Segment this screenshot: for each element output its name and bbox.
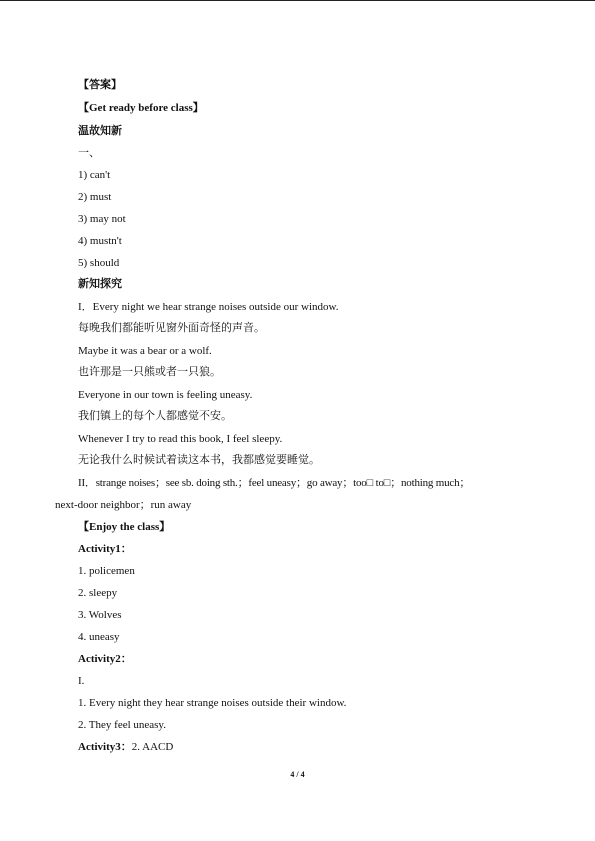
- activity3-line: [78, 740, 173, 754]
- section-before-class-heading: 【Get ready before class】: [78, 102, 204, 114]
- review-part-label: 一、: [78, 146, 100, 159]
- activity1-answer: 3. Wolves: [78, 609, 122, 621]
- translation-english: Maybe it was a bear or a wolf.: [78, 345, 212, 357]
- activity2-part-label: I.: [78, 675, 85, 687]
- page-number: 4 / 4: [290, 770, 305, 779]
- new-knowledge-heading: 新知探究: [78, 277, 122, 290]
- activity3-heading: Activity3：: [78, 741, 132, 753]
- activity2-heading: Activity2：: [78, 653, 132, 665]
- review-answer: 5) should: [78, 257, 120, 269]
- translation-chinese: 无论我什么时候试着读这本书，我都感觉要睡觉。: [78, 453, 320, 466]
- review-answer: 1) can't: [78, 169, 111, 181]
- review-answer: 2) must: [78, 191, 112, 203]
- review-heading: 温故知新: [78, 124, 122, 137]
- activity1-heading: Activity1：: [78, 543, 132, 555]
- phrases-line-continued: next-door neighbor；run away: [55, 499, 192, 511]
- review-answer: 3) may not: [78, 213, 126, 225]
- activity1-answer: 2. sleepy: [78, 587, 118, 599]
- activity2-answer: 1. Every night they hear strange noises outside their window.: [78, 697, 347, 709]
- activity2-answer: 2. They feel uneasy.: [78, 719, 166, 731]
- section-enjoy-class-heading: 【Enjoy the class】: [78, 521, 171, 533]
- header-rule: [0, 0, 595, 1]
- translation-chinese: 也许那是一只熊或者一只狼。: [78, 365, 221, 378]
- translation-english: I．Every night we hear strange noises outside our window.: [78, 301, 339, 313]
- review-answer: 4) mustn't: [78, 235, 122, 247]
- translation-chinese: 每晚我们都能听见窗外面奇怪的声音。: [78, 321, 265, 334]
- phrases-line: II．strange noises；see sb. doing sth.；feel uneasy；go away；too□ to□；nothing much；: [78, 477, 471, 489]
- section-answer-heading: 【答案】: [78, 78, 122, 91]
- translation-english: Whenever I try to read this book, I feel sleepy.: [78, 433, 283, 445]
- activity1-answer: 4. uneasy: [78, 631, 120, 643]
- activity3-answer: 2. AACD: [131, 741, 174, 753]
- activity1-answer: 1. policemen: [78, 565, 135, 577]
- translation-chinese: 我们镇上的每个人都感觉不安。: [78, 409, 232, 422]
- translation-english: Everyone in our town is feeling uneasy.: [78, 389, 253, 401]
